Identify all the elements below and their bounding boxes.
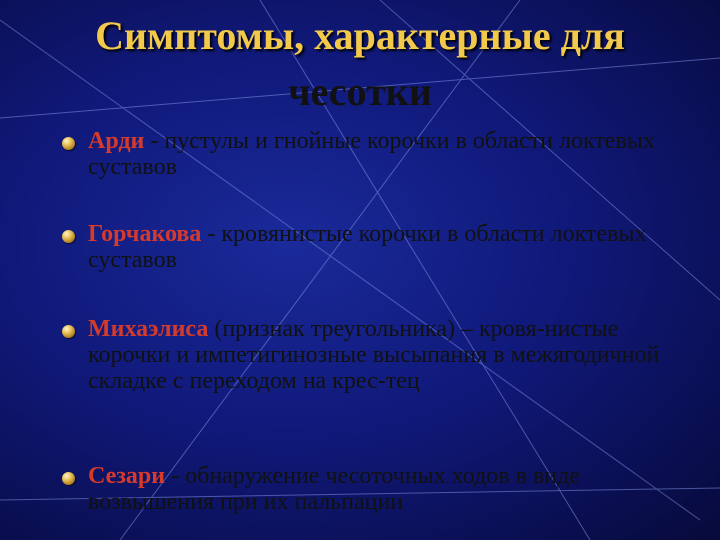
bullet-sezari <box>62 463 662 515</box>
bullet-ardi <box>62 128 662 180</box>
bullet-desc: - обнаружение чесоточных ходов в виде возвышения при их пальпации <box>88 463 580 515</box>
title-line-1: Симптомы, характерные для <box>95 13 625 58</box>
bullet-desc: (признак треугольника) – кровя-нистые корочки и импетигинозные высыпания в межягодичной складке с переходом на крес-тец <box>88 316 660 394</box>
bullet-name: Горчакова <box>88 221 202 247</box>
bullet-michaelis <box>62 316 662 394</box>
bullet-desc: - кровянистые корочки в области локтевых суставов <box>88 221 647 273</box>
bullet-icon <box>62 230 75 243</box>
bullet-icon <box>62 325 75 338</box>
bullet-icon <box>62 472 75 485</box>
slide-title <box>0 8 720 120</box>
title-line-2: чесотки <box>288 69 432 114</box>
bullet-desc: - пустулы и гнойные корочки в области локтевых суставов <box>88 128 655 180</box>
bullet-icon <box>62 137 75 150</box>
bullet-name: Михаэлиса <box>88 316 209 342</box>
bullet-gorchakov <box>62 221 662 273</box>
bullet-name: Сезари <box>88 463 166 489</box>
bullet-name: Арди <box>88 128 145 154</box>
